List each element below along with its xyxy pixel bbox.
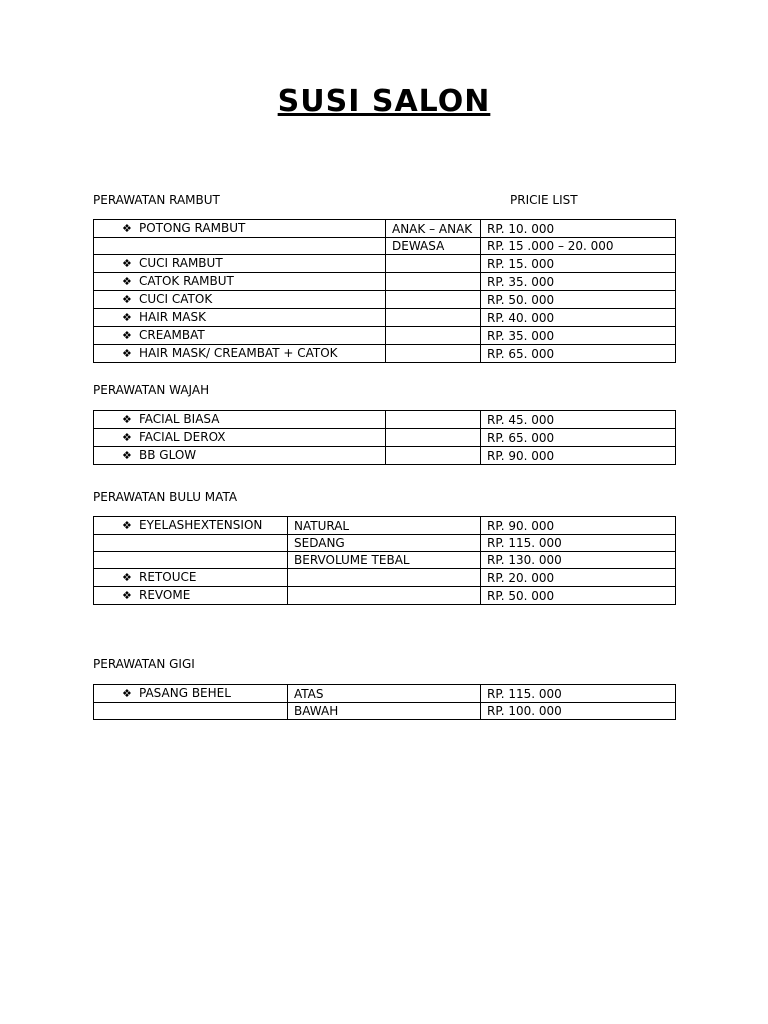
price-cell: RP. 90. 000: [481, 517, 676, 535]
variant-cell: [386, 411, 481, 429]
bullet-icon: ❖: [122, 449, 132, 462]
section-label-rambut: PERAWATAN RAMBUT: [93, 193, 220, 207]
variant-cell: [386, 327, 481, 345]
price-cell: RP. 45. 000: [481, 411, 676, 429]
variant-cell: BERVOLUME TEBAL: [288, 552, 481, 569]
variant-cell: BAWAH: [288, 703, 481, 720]
service-name: FACIAL BIASA: [139, 412, 220, 426]
bullet-icon: ❖: [122, 687, 132, 700]
service-cell: [94, 327, 386, 345]
price-cell: RP. 50. 000: [481, 291, 676, 309]
service-cell: [94, 273, 386, 291]
table-row: [94, 552, 676, 569]
bullet-icon: ❖: [122, 431, 132, 444]
table-row: [94, 429, 676, 447]
table-row: [94, 238, 676, 255]
bullet-icon: ❖: [122, 257, 132, 270]
section-label-wajah: PERAWATAN WAJAH: [93, 383, 210, 397]
table-row: [94, 703, 676, 720]
variant-cell: [386, 309, 481, 327]
table-row: [94, 517, 676, 535]
page-title: SUSI SALON: [277, 84, 491, 119]
service-cell: [94, 411, 386, 429]
variant-cell: SEDANG: [288, 535, 481, 552]
service-cell: [94, 587, 288, 605]
service-name: EYELASHEXTENSION: [139, 518, 263, 532]
price-cell: RP. 35. 000: [481, 273, 676, 291]
table-row: [94, 327, 676, 345]
table-row: [94, 569, 676, 587]
service-cell: [94, 345, 386, 363]
bullet-icon: ❖: [122, 589, 132, 602]
section-label-bulu-mata: PERAWATAN BULU MATA: [93, 490, 238, 504]
service-cell: [94, 220, 386, 238]
service-name: HAIR MASK: [139, 310, 206, 324]
table-row: [94, 345, 676, 363]
price-cell: RP. 20. 000: [481, 569, 676, 587]
table-row: [94, 255, 676, 273]
variant-cell: [386, 255, 481, 273]
service-name: RETOUCE: [139, 570, 197, 584]
service-cell: [94, 238, 386, 255]
price-cell: RP. 90. 000: [481, 447, 676, 465]
bullet-icon: ❖: [122, 413, 132, 426]
service-name: CATOK RAMBUT: [139, 274, 234, 288]
service-name: CUCI RAMBUT: [139, 256, 223, 270]
table-wajah: [93, 410, 676, 465]
table-bulu-mata: [93, 516, 676, 605]
variant-cell: DEWASA: [386, 238, 481, 255]
service-name: CUCI CATOK: [139, 292, 213, 306]
price-cell: RP. 100. 000: [481, 703, 676, 720]
table-row: [94, 685, 676, 703]
table-row: [94, 587, 676, 605]
service-name: HAIR MASK/ CREAMBAT + CATOK: [139, 346, 338, 360]
bullet-icon: ❖: [122, 329, 132, 342]
service-cell: [94, 552, 288, 569]
service-cell: [94, 517, 288, 535]
price-cell: RP. 115. 000: [481, 685, 676, 703]
variant-cell: [288, 587, 481, 605]
service-name: BB GLOW: [139, 448, 197, 462]
table-row: [94, 273, 676, 291]
service-cell: [94, 447, 386, 465]
variant-cell: NATURAL: [288, 517, 481, 535]
table-row: [94, 411, 676, 429]
table-row: [94, 447, 676, 465]
price-cell: RP. 35. 000: [481, 327, 676, 345]
service-cell: [94, 291, 386, 309]
service-name: PASANG BEHEL: [139, 686, 231, 700]
price-cell: RP. 15. 000: [481, 255, 676, 273]
price-cell: RP. 65. 000: [481, 345, 676, 363]
service-cell: [94, 569, 288, 587]
service-name: CREAMBAT: [139, 328, 205, 342]
table-row: [94, 535, 676, 552]
variant-cell: [288, 569, 481, 587]
price-cell: RP. 50. 000: [481, 587, 676, 605]
bullet-icon: ❖: [122, 519, 132, 532]
variant-cell: [386, 429, 481, 447]
section-label-gigi: PERAWATAN GIGI: [93, 657, 195, 671]
price-cell: RP. 65. 000: [481, 429, 676, 447]
service-name: FACIAL DEROX: [139, 430, 226, 444]
service-cell: [94, 703, 288, 720]
bullet-icon: ❖: [122, 222, 132, 235]
price-list-label: PRICIE LIST: [510, 193, 578, 207]
service-cell: [94, 685, 288, 703]
price-cell: RP. 15 .000 – 20. 000: [481, 238, 676, 255]
variant-cell: [386, 273, 481, 291]
service-name: POTONG RAMBUT: [139, 221, 246, 235]
variant-cell: [386, 447, 481, 465]
bullet-icon: ❖: [122, 275, 132, 288]
variant-cell: [386, 291, 481, 309]
price-cell: RP. 115. 000: [481, 535, 676, 552]
bullet-icon: ❖: [122, 293, 132, 306]
bullet-icon: ❖: [122, 311, 132, 324]
table-row: [94, 291, 676, 309]
bullet-icon: ❖: [122, 571, 132, 584]
bullet-icon: ❖: [122, 347, 132, 360]
service-name: REVOME: [139, 588, 191, 602]
price-cell: RP. 40. 000: [481, 309, 676, 327]
price-cell: RP. 10. 000: [481, 220, 676, 238]
table-gigi: [93, 684, 676, 720]
service-cell: [94, 535, 288, 552]
table-rambut: [93, 219, 676, 363]
service-cell: [94, 429, 386, 447]
table-row: [94, 309, 676, 327]
service-cell: [94, 309, 386, 327]
table-row: [94, 220, 676, 238]
variant-cell: [386, 345, 481, 363]
variant-cell: ANAK – ANAK: [386, 220, 481, 238]
service-cell: [94, 255, 386, 273]
variant-cell: ATAS: [288, 685, 481, 703]
price-cell: RP. 130. 000: [481, 552, 676, 569]
